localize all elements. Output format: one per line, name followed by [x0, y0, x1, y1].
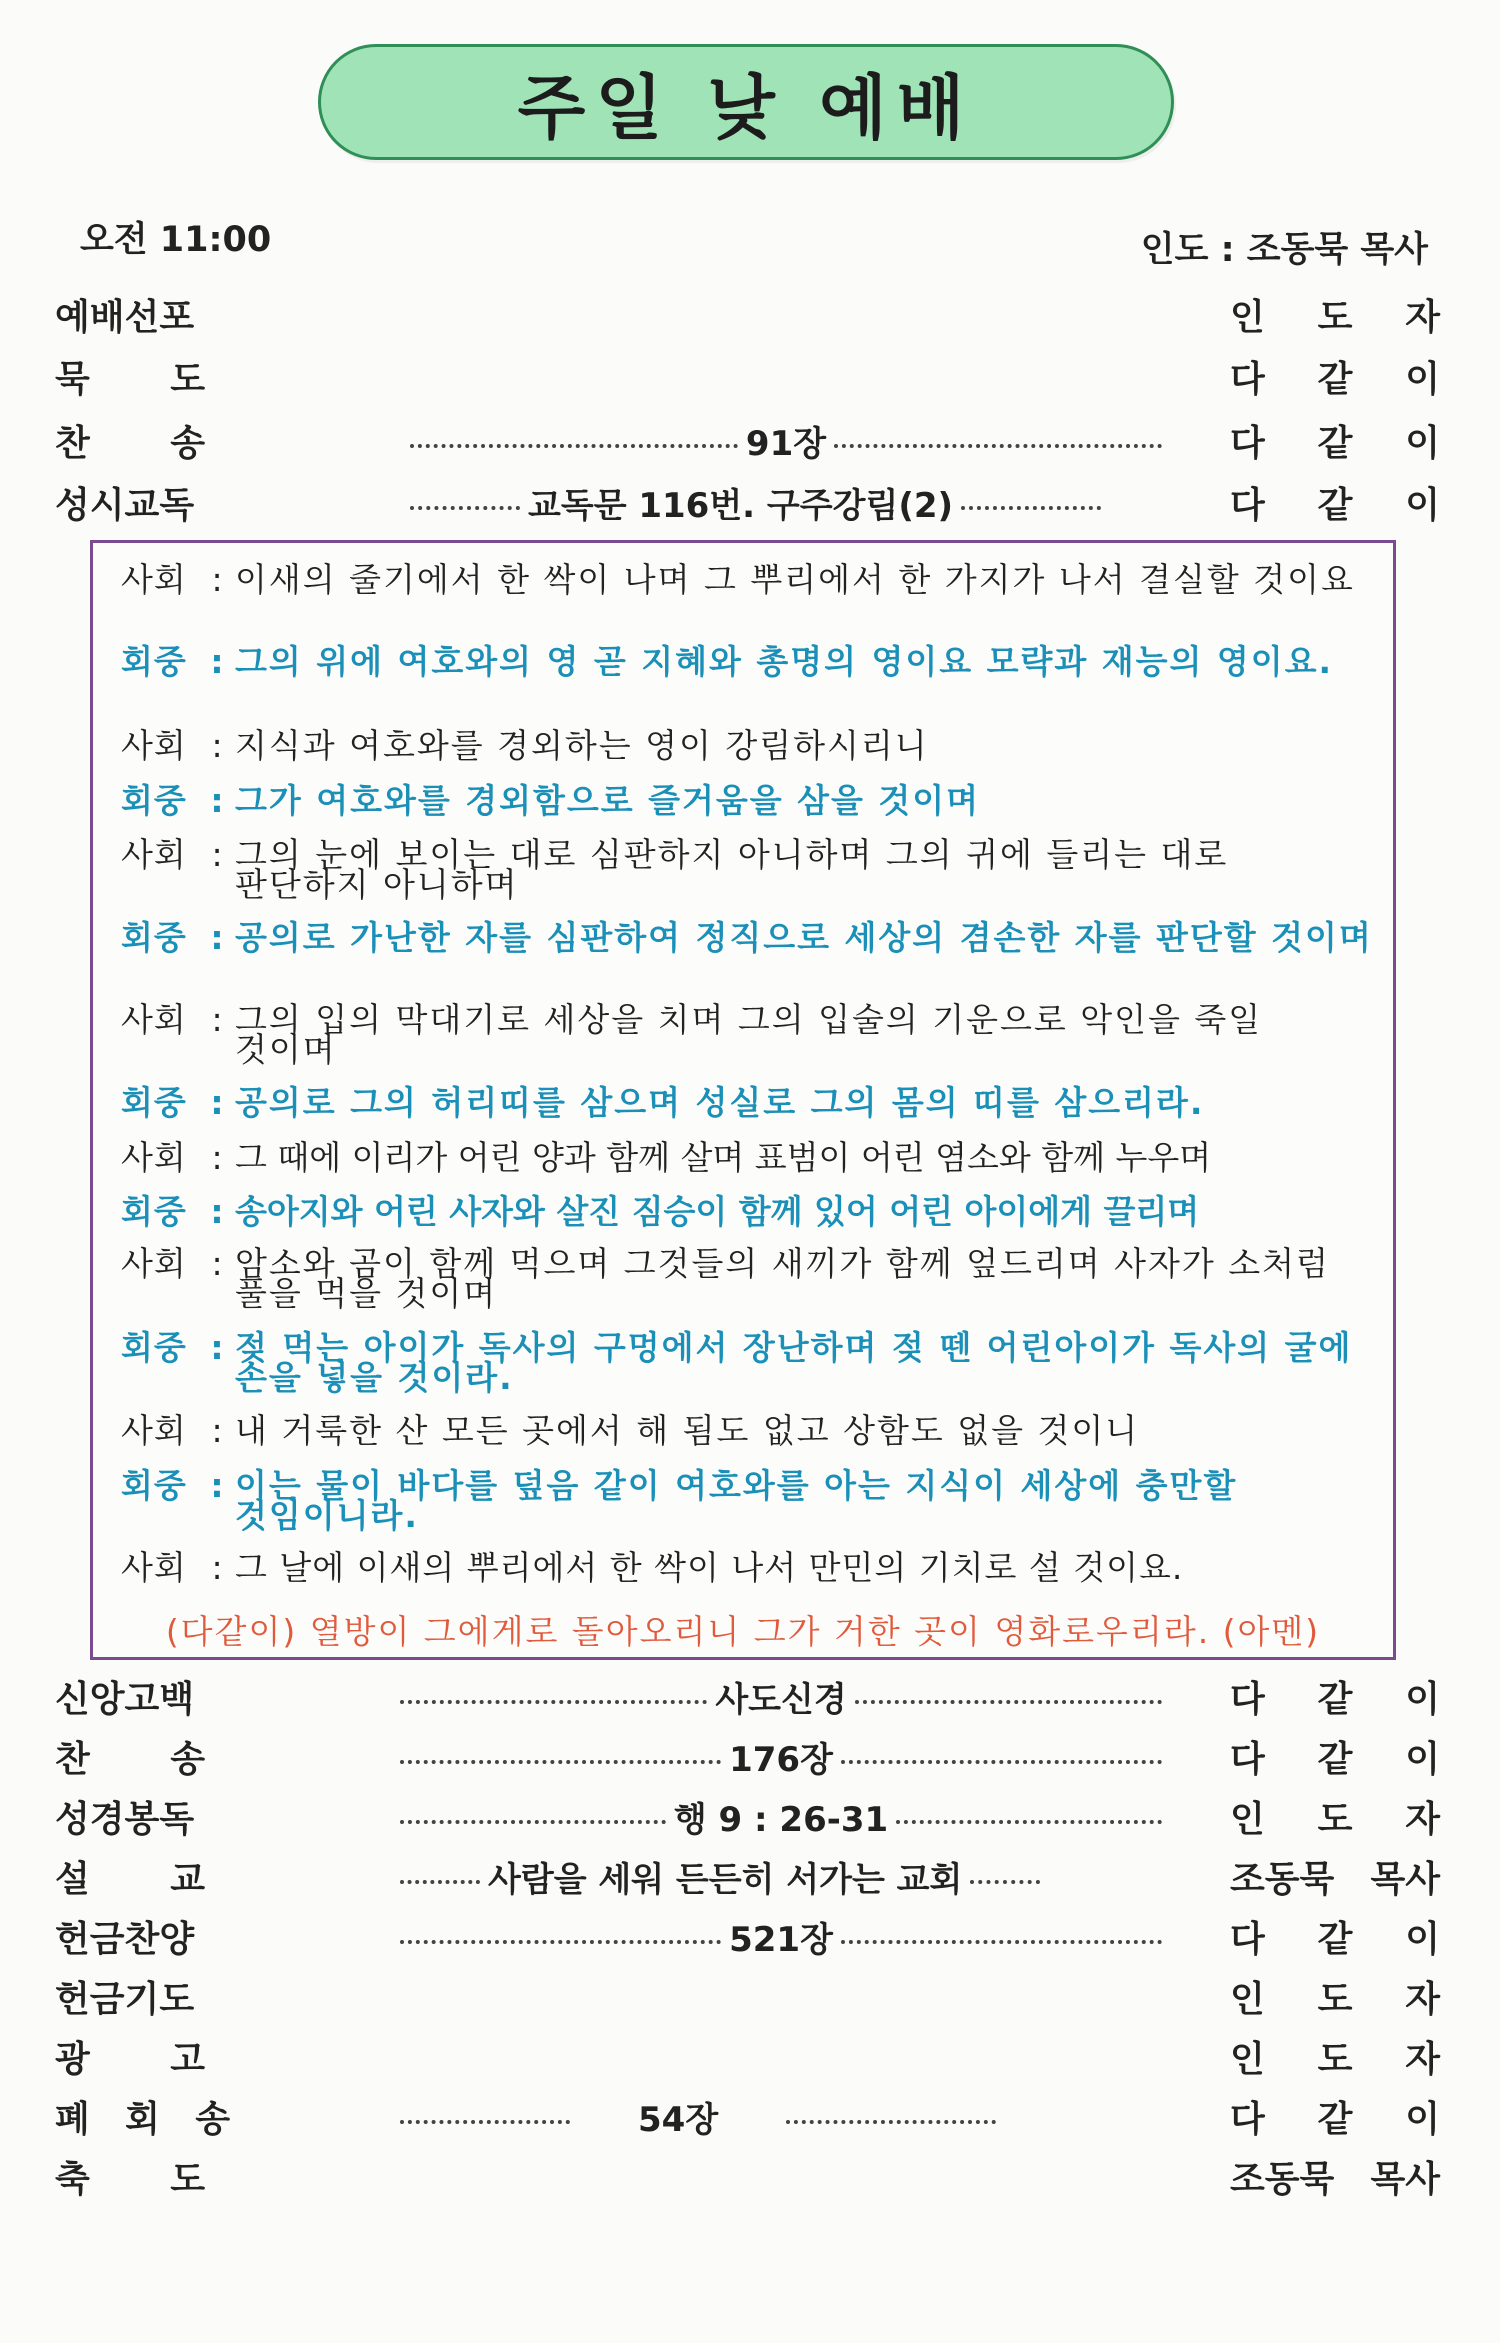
order-detail [410, 478, 1170, 527]
order-row [55, 1970, 1440, 2022]
order-detail [410, 416, 1170, 465]
order-role: 다 같 이 [1230, 1738, 1440, 1780]
order-role: 다 같 이 [1230, 422, 1440, 464]
reader-role: 사회 [121, 1138, 187, 1177]
order-role: 다 같 이 [1230, 1678, 1440, 1720]
reading-line: 사회 : 지식과 여호와를 경외하는 영이 강림하시리니 [121, 731, 1373, 761]
reader-role: 사회 [121, 560, 187, 599]
order-label: 성시교독 [55, 484, 195, 526]
reading-line: 사회 : 이새의 줄기에서 한 싹이 나며 그 뿌리에서 한 가지가 나서 결실할 것이요 [121, 565, 1373, 595]
reading-line: 사회 : 그 날에 이새의 뿌리에서 한 싹이 나서 만민의 기치로 설 것이요. [121, 1553, 1373, 1583]
order-row [55, 2150, 1440, 2202]
reading-text: 지식과 여호와를 경외하는 영이 강림하시리니 [235, 726, 929, 765]
order-label: 광 고 [55, 2038, 205, 2080]
order-detail-text: 91장 [745, 423, 827, 464]
order-label: 성경봉독 [55, 1798, 195, 1840]
reading-text: 이는 물이 바다를 덮음 같이 여호와를 아는 지식이 세상에 충만할 것임이니라. [235, 1466, 1238, 1535]
order-detail [400, 1994, 1170, 1998]
reading-text: 그의 위에 여호와의 영 곧 지혜와 총명의 영이요 모략과 재능의 영이요. [235, 642, 1334, 681]
reader-role: 회중 [121, 1328, 187, 1367]
order-label: 예배선포 [55, 296, 195, 338]
order-row [55, 350, 1440, 402]
order-row [55, 414, 1440, 466]
order-label: 신앙고백 [55, 1678, 195, 1720]
reading-line: 사회 : 내 거룩한 산 모든 곳에서 해 됨도 없고 상함도 없을 것이니 [121, 1416, 1373, 1446]
reading-line: 사회 : 그의 눈에 보이는 대로 심판하지 아니하며 그의 귀에 들리는 대로 판단하지 아니하며 [121, 840, 1373, 900]
reading-text: 공의로 가난한 자를 심판하여 정직으로 세상의 겸손한 자를 판단할 것이며 [235, 918, 1373, 957]
order-role: 다 같 이 [1230, 484, 1440, 526]
reading-text: 그의 눈에 보이는 대로 심판하지 아니하며 그의 귀에 들리는 대로 판단하지 아니하며 [235, 835, 1229, 904]
reading-line: 회중 : 그의 위에 여호와의 영 곧 지혜와 총명의 영이요 모략과 재능의 영이요. [121, 647, 1373, 677]
reading-line: 회중 : 그가 여호와를 경외함으로 즐거움을 삼을 것이며 [121, 786, 1373, 816]
reading-text: 그의 입의 막대기로 세상을 치며 그의 입술의 기운으로 악인을 죽일 것이며 [235, 1000, 1263, 1069]
order-label: 폐 회 송 [55, 2098, 230, 2140]
order-row [55, 1730, 1440, 1782]
order-row [55, 1670, 1440, 1722]
order-role: 인 도 자 [1230, 1978, 1440, 2020]
order-role: 조동묵 목사 [1230, 1858, 1440, 1900]
reader-role: 사회 [121, 1000, 187, 1039]
order-row [55, 2030, 1440, 2082]
order-role: 다 같 이 [1230, 358, 1440, 400]
order-detail-text: 521장 [729, 1919, 833, 1960]
order-detail [400, 1852, 1190, 1901]
reader-role: 회중 [121, 918, 187, 957]
order-detail-text: 사람을 세워 든든히 서가는 교회 [488, 1859, 963, 1900]
order-detail [400, 2174, 1170, 2178]
order-label: 설 교 [55, 1858, 205, 1900]
reading-line: 사회 : 암소와 곰이 함께 먹으며 그것들의 새끼가 함께 엎드리며 사자가 소처럼 풀을 먹을 것이며 [121, 1249, 1373, 1309]
reading-text: 그 날에 이새의 뿌리에서 한 싹이 나서 만민의 기치로 설 것이요. [235, 1548, 1184, 1587]
order-row [55, 1790, 1440, 1842]
order-detail [410, 312, 1170, 316]
page-title: 주일 낮 예배 [517, 66, 975, 149]
reading-text: 그가 여호와를 경외함으로 즐거움을 삼을 것이며 [235, 781, 981, 820]
title-banner [318, 44, 1174, 160]
order-role: 인 도 자 [1230, 296, 1440, 338]
reading-text: 이새의 줄기에서 한 싹이 나며 그 뿌리에서 한 가지가 나서 결실할 것이요 [235, 560, 1355, 599]
order-detail-text: 사도신경 [715, 1679, 847, 1720]
order-detail-text: 176장 [729, 1739, 833, 1780]
responsive-reading-box [90, 540, 1396, 1660]
reader-role: 사회 [121, 1244, 187, 1283]
service-time: 오전 11:00 [80, 220, 272, 260]
reader-role: 회중 [121, 781, 187, 820]
order-detail [400, 1732, 1170, 1781]
order-role: 다 같 이 [1230, 1918, 1440, 1960]
reader-role: 회중 [121, 1192, 187, 1231]
order-row [55, 476, 1440, 528]
order-role: 인 도 자 [1230, 1798, 1440, 1840]
order-detail [400, 2054, 1170, 2058]
order-detail-text: 54장 [638, 2099, 719, 2140]
order-row [55, 1910, 1440, 1962]
reader-role: 회중 [121, 1083, 187, 1122]
order-detail [400, 2092, 1070, 2141]
reading-text: 암소와 곰이 함께 먹으며 그것들의 새끼가 함께 엎드리며 사자가 소처럼 풀을 먹을 것이며 [235, 1244, 1330, 1313]
order-role: 조동묵 목사 [1230, 2158, 1440, 2200]
reading-line: 회중 : 젖 먹는 아이가 독사의 구멍에서 장난하며 젖 뗀 어린아이가 독사의 굴에 손을 넣을 것이라. [121, 1333, 1373, 1393]
order-row [55, 288, 1440, 340]
reading-text: 송아지와 어린 사자와 살진 짐승이 함께 있어 어린 아이에게 끌리며 [235, 1192, 1200, 1231]
order-label: 묵 도 [55, 358, 205, 400]
reading-text: 내 거룩한 산 모든 곳에서 해 됨도 없고 상함도 없을 것이니 [235, 1411, 1140, 1450]
order-role: 인 도 자 [1230, 2038, 1440, 2080]
reading-line: 회중 : 공의로 가난한 자를 심판하여 정직으로 세상의 겸손한 자를 판단할 것이며 [121, 918, 1373, 957]
reader-role: 사회 [121, 1411, 187, 1450]
order-detail [400, 1792, 1170, 1841]
order-detail-text: 교독문 116번. 구주강림(2) [528, 485, 954, 526]
reading-line: 회중 : 송아지와 어린 사자와 살진 짐승이 함께 있어 어린 아이에게 끌리며 [121, 1197, 1373, 1227]
reader-role: 회중 [121, 1466, 187, 1505]
reading-line: 사회 : 그의 입의 막대기로 세상을 치며 그의 입술의 기운으로 악인을 죽일 것이며 [121, 1005, 1373, 1065]
reading-text: 젖 먹는 아이가 독사의 구멍에서 장난하며 젖 뗀 어린아이가 독사의 굴에 손을 넣을 것이라. [235, 1328, 1353, 1397]
reader-role: 사회 [121, 726, 187, 765]
reading-text: 그 때에 이리가 어린 양과 함께 살며 표범이 어린 염소와 함께 누우며 [235, 1138, 1212, 1177]
reader-role: 사회 [121, 835, 187, 874]
order-label: 헌금기도 [55, 1978, 195, 2020]
order-label: 축 도 [55, 2158, 205, 2200]
closing-unison: (다같이) 열방이 그에게로 돌아오리니 그가 거한 곳이 영화로우리라. (아멘) [165, 1612, 1321, 1651]
order-role: 다 같 이 [1230, 2098, 1440, 2140]
order-label: 찬 송 [55, 1738, 205, 1780]
order-detail [410, 374, 1170, 378]
reading-line: 사회 : 그 때에 이리가 어린 양과 함께 살며 표범이 어린 염소와 함께 누우며 [121, 1143, 1373, 1173]
order-row [55, 2090, 1440, 2142]
order-detail [400, 1912, 1170, 1961]
order-detail-text: 행 9 : 26-31 [673, 1799, 889, 1840]
order-detail [400, 1672, 1170, 1721]
reading-line: 회중 : 공의로 그의 허리띠를 삼으며 성실로 그의 몸의 띠를 삼으리라. [121, 1088, 1373, 1118]
order-row [55, 1850, 1440, 1902]
reader-role: 회중 [121, 642, 187, 681]
reading-text: 공의로 그의 허리띠를 삼으며 성실로 그의 몸의 띠를 삼으리라. [235, 1083, 1205, 1122]
order-label: 찬 송 [55, 422, 205, 464]
order-label: 헌금찬양 [55, 1918, 195, 1960]
reading-line: 회중 : 이는 물이 바다를 덮음 같이 여호와를 아는 지식이 세상에 충만할 것임이니라. [121, 1471, 1373, 1531]
service-leader: 인도 : 조동묵 목사 [1140, 230, 1428, 270]
reader-role: 사회 [121, 1548, 187, 1587]
